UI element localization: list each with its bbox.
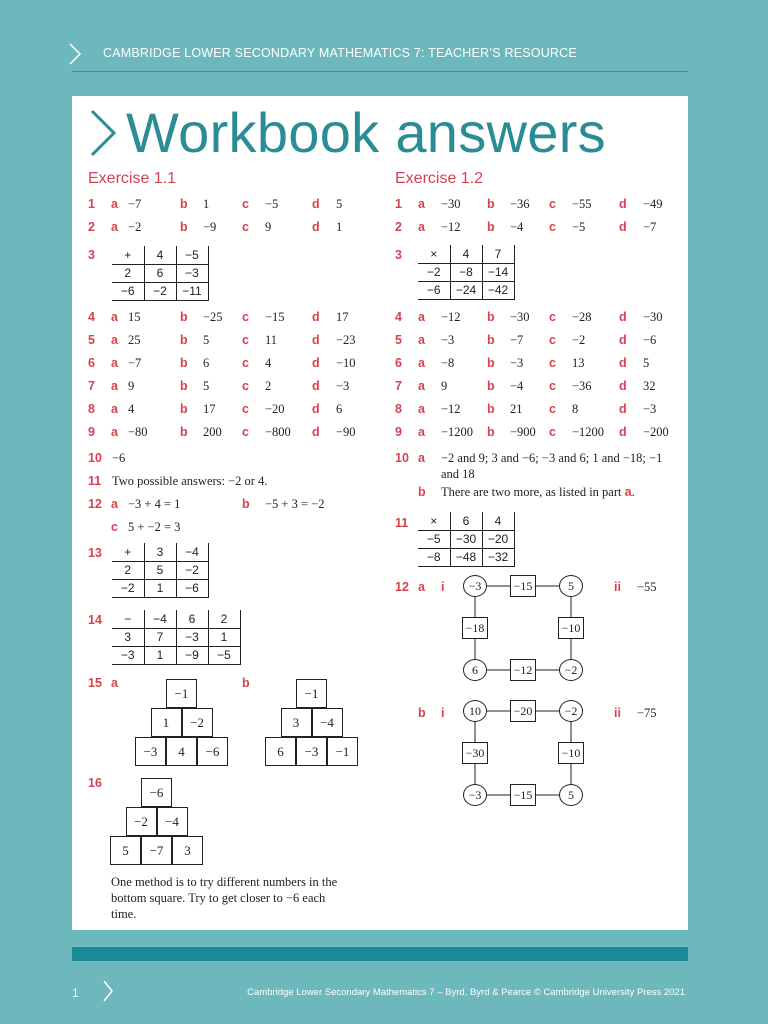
table-cell: 2 [112,264,144,282]
question-number: 9 [395,425,402,439]
answer-value: 4 [128,402,135,416]
answer-value: −12 [441,220,461,234]
part-label: b [180,356,188,370]
part-label: a [111,497,118,511]
table-cell: − [112,610,144,628]
answer-value: −3 [441,333,455,347]
header-title: CAMBRIDGE LOWER SECONDARY MATHEMATICS 7: TEACHER’S RESOURCE [103,46,577,60]
table-cell: + [112,246,144,264]
pyramid-brick: −1 [166,679,197,708]
answer-value: 6 [336,402,343,416]
question-number: 16 [88,776,102,790]
side-box: −20 [510,700,536,722]
answer-value: −8 [441,356,455,370]
pyramid-brick: −2 [126,807,157,836]
side-box: −10 [558,742,584,764]
table-cell: −6 [418,281,450,299]
question-number: 7 [395,379,402,393]
table-cell: 6 [144,264,176,282]
header-divider [72,71,688,72]
chevron-right-icon [68,43,82,65]
answer-value: −3 + 4 = 1 [128,497,181,511]
answer-value: −10 [336,356,356,370]
part-label: b [180,402,188,416]
side-box: −30 [462,742,488,764]
table-cell: −6 [176,579,208,597]
question-number: 14 [88,613,102,627]
answer-value: −12 [441,402,461,416]
part-label: d [312,197,320,211]
table-row [112,282,208,300]
answer-value: 17 [336,310,349,324]
table-cell: −8 [450,263,482,281]
answer-value: −7 [128,356,142,370]
part-label: a [418,197,425,211]
part-label: b [487,356,495,370]
question-number: 11 [88,474,102,488]
part-label: b [487,197,495,211]
table-cell: 3 [144,543,176,561]
answer-value: −4 [510,379,524,393]
part-label: c [549,310,556,324]
answer-value: −3 [510,356,524,370]
table-cell: 2 [112,561,144,579]
table-cell: −14 [482,263,514,281]
table-cell: −24 [450,281,482,299]
side-box: −10 [558,617,584,639]
table-cell: 1 [144,579,176,597]
table-cell: −3 [112,646,144,664]
answer-value: −49 [643,197,663,211]
part-label: b [180,310,188,324]
answer-value: −800 [265,425,291,439]
question-number: 6 [395,356,402,370]
answer-value: 11 [265,333,278,347]
part-label: c [549,220,556,234]
part-label: b [180,425,188,439]
answer-value: 8 [572,402,579,416]
side-box: −12 [510,659,536,681]
table-cell: −5 [208,646,240,664]
answer-value: −80 [128,425,148,439]
question-number: 4 [395,310,402,324]
part-label: c [549,402,556,416]
answer-value: −3 [336,379,350,393]
table-cell: 4 [482,512,514,530]
pyramid-brick: −7 [141,836,172,865]
table-row [112,264,208,282]
pyramid-brick: 3 [172,836,203,865]
table-cell: −2 [418,263,450,281]
corner-circle: −2 [559,659,583,681]
part-label: b [487,333,495,347]
answer-value: 200 [203,425,222,439]
answer-value: 1 [203,197,210,211]
part-label: d [619,425,627,439]
part-label: b [487,310,495,324]
table-cell: 1 [144,646,176,664]
answer-value: −7 [643,220,657,234]
pyramid-brick: −6 [197,737,228,766]
part-label: c [111,520,118,534]
pyramid-brick: −3 [135,737,166,766]
exercise-1-1-heading: Exercise 1.1 [88,170,177,187]
answer-value: 13 [572,356,585,370]
question-number: 9 [88,425,95,439]
part-label: a [111,379,118,393]
table-cell: −6 [112,282,144,300]
answer-value: −5 [265,197,279,211]
part-label: i [441,706,445,720]
part-label: d [619,402,627,416]
answer-value: −30 [441,197,461,211]
side-box: −15 [510,784,536,806]
corner-circle: 6 [463,659,487,681]
part-label: a [418,356,425,370]
answer-value: −2 [572,333,586,347]
addition-table [112,543,209,598]
table-cell: −30 [450,530,482,548]
part-label: c [242,425,249,439]
corner-circle: 5 [559,575,583,597]
part-label: a [418,451,425,465]
answer-value: −6 [112,451,126,465]
table-cell: −3 [176,628,208,646]
answer-value: −15 [265,310,285,324]
table-cell: 4 [450,245,482,263]
answer-value: −7 [128,197,142,211]
answer-value: −1200 [441,425,474,439]
part-label: d [619,220,627,234]
answer-value: −9 [203,220,217,234]
part-label: a [111,676,118,690]
table-row [112,610,240,628]
table-cell: −4 [144,610,176,628]
question-number: 3 [88,248,95,262]
part-label: b [180,379,188,393]
question-number: 10 [395,451,409,465]
table-cell: 3 [112,628,144,646]
table-cell: −5 [176,246,208,264]
part-label: d [619,333,627,347]
answer-value: 32 [643,379,656,393]
exercise-1-2-heading: Exercise 1.2 [395,170,484,187]
answer-value: 9 [265,220,272,234]
part-label: b [487,379,495,393]
part-label: b [242,676,250,690]
answer-value: 9 [128,379,135,393]
answer-value: −5 [572,220,586,234]
table-cell: 7 [482,245,514,263]
part-label: a [418,379,425,393]
table-cell: 5 [144,561,176,579]
part-label: c [549,379,556,393]
part-label: c [242,356,249,370]
part-label: d [312,402,320,416]
arithmagon-diagram [462,574,584,682]
question-number: 1 [395,197,402,211]
question-number: 11 [395,516,409,530]
table-cell: −32 [482,548,514,566]
question-number: 2 [395,220,402,234]
table-cell: −8 [418,548,450,566]
question-number: 6 [88,356,95,370]
table-row [112,628,240,646]
answer-value: 2 [265,379,272,393]
part-label: ii [614,706,621,720]
question-number: 4 [88,310,95,324]
table-cell: × [418,512,450,530]
part-label: b [418,706,426,720]
corner-circle: 5 [559,784,583,806]
part-label: a [418,580,425,594]
answer-value: −200 [643,425,669,439]
part-label: d [312,333,320,347]
question-number: 2 [88,220,95,234]
question-number: 1 [88,197,95,211]
corner-circle: −3 [463,784,487,806]
question-number: 3 [395,248,402,262]
page-title [88,98,606,168]
part-label: d [312,356,320,370]
part-label: d [619,197,627,211]
part-label: d [619,379,627,393]
pyramid-brick: −2 [182,708,213,737]
answer-value: 25 [128,333,141,347]
table-cell: −42 [482,281,514,299]
question-number: 5 [395,333,402,347]
part-label: b [180,333,188,347]
table-row [112,646,240,664]
table-row [418,530,514,548]
footer-copyright: Cambridge Lower Secondary Mathematics 7 – Byrd, Byrd & Pearce © Cambridge University Press 2021 [247,987,685,998]
answer-value: −75 [637,706,657,720]
question-number: 13 [88,546,102,560]
answer-value: −55 [637,580,657,594]
question-number: 10 [88,451,102,465]
answer-value: −30 [643,310,663,324]
table-cell: × [418,245,450,263]
table-cell: 6 [176,610,208,628]
answer-value: −23 [336,333,356,347]
answer-value: −2 and 9; 3 and −6; −3 and 6; 1 and −18; −1 and 18 [441,451,663,481]
pyramid-brick: 3 [281,708,312,737]
answer-value: −25 [203,310,223,324]
answer-value: 5 [643,356,650,370]
pyramid-brick: −3 [296,737,327,766]
table-row [418,263,514,281]
pyramid-brick: −1 [296,679,327,708]
part-label: b [180,220,188,234]
answer-value: 5 [203,333,210,347]
answer-page [72,96,688,930]
part-label: d [312,220,320,234]
question-number: 7 [88,379,95,393]
answer-value: 5 [203,379,210,393]
answer-value: 9 [441,379,448,393]
answer-explanation: One method is to try different numbers in the bottom square. Try to get closer to −6 each time. [111,875,338,921]
part-label: a [111,197,118,211]
multiplication-table [418,245,515,300]
table-row [112,246,208,264]
part-label: c [549,197,556,211]
pyramid-brick: −6 [141,778,172,807]
question-number: 5 [88,333,95,347]
part-label: i [441,580,445,594]
pyramid-brick: −4 [312,708,343,737]
table-cell: −3 [176,264,208,282]
part-label: a [111,310,118,324]
part-label: a [111,425,118,439]
part-label: a [418,425,425,439]
part-label: d [619,310,627,324]
table-cell: −5 [418,530,450,548]
table-row [418,548,514,566]
pyramid-brick: 5 [110,836,141,865]
table-cell: 2 [208,610,240,628]
part-label: a [111,402,118,416]
part-label: a [111,356,118,370]
answer-value: 1 [336,220,343,234]
chevron-right-icon [102,980,114,1002]
question-number: 12 [395,580,409,594]
table-cell: −9 [176,646,208,664]
table-cell: −11 [176,282,208,300]
side-box: −18 [462,617,488,639]
table-cell: + [112,543,144,561]
arithmagon-diagram [462,699,584,807]
side-box: −15 [510,575,536,597]
part-label: b [487,425,495,439]
part-label: a [418,402,425,416]
part-label: d [312,310,320,324]
table-row [418,512,514,530]
page-number: 1 [72,986,79,1000]
table-row [112,579,208,597]
part-label: c [549,425,556,439]
part-label: a [111,333,118,347]
part-label: c [242,379,249,393]
part-label: a [418,220,425,234]
table-row [112,543,208,561]
answer-value: −36 [572,379,592,393]
answer-value: −12 [441,310,461,324]
part-label: b [242,497,250,511]
part-label: c [242,197,249,211]
answer-value: −1200 [572,425,605,439]
part-label: c [242,333,249,347]
answer-value: −900 [510,425,536,439]
part-label: b [487,220,495,234]
table-cell: 7 [144,628,176,646]
answer-value: 4 [265,356,272,370]
table-cell: −2 [112,579,144,597]
answer-value: −5 + 3 = −2 [265,497,325,511]
answer-value: −90 [336,425,356,439]
answer-value: −4 [510,220,524,234]
part-label: d [312,379,320,393]
part-label: a [418,310,425,324]
multiplication-table [418,512,515,567]
answer-value: There are two more, as listed in part a. [441,485,635,499]
table-cell: −48 [450,548,482,566]
table-cell: −4 [176,543,208,561]
pyramid-brick: 6 [265,737,296,766]
table-cell: −20 [482,530,514,548]
answer-value: 5 [336,197,343,211]
subtraction-table [112,610,241,665]
part-label: d [619,356,627,370]
answer-value: −7 [510,333,524,347]
addition-table [112,246,209,301]
corner-circle: 10 [463,700,487,722]
part-label: c [242,402,249,416]
answer-value: −28 [572,310,592,324]
answer-value: 21 [510,402,523,416]
part-label: c [549,356,556,370]
answer-value: −36 [510,197,530,211]
table-cell: 1 [208,628,240,646]
part-label: b [418,485,426,499]
part-label: b [180,197,188,211]
question-number: 15 [88,676,102,690]
table-row [418,245,514,263]
corner-circle: −3 [463,575,487,597]
corner-circle: −2 [559,700,583,722]
page-title-text: Workbook answers [126,101,606,164]
footer-bar [72,947,688,961]
question-number: 8 [395,402,402,416]
table-row [418,281,514,299]
answer-value: 17 [203,402,216,416]
part-label: d [312,425,320,439]
answer-value: −2 [128,220,142,234]
answer-value: −55 [572,197,592,211]
part-label: c [549,333,556,347]
chevron-right-icon [88,108,118,158]
part-label: ii [614,580,621,594]
table-cell: 6 [450,512,482,530]
part-label: a [418,333,425,347]
answer-value: 5 + −2 = 3 [128,520,181,534]
pyramid-brick: −4 [157,807,188,836]
pyramid-brick: −1 [327,737,358,766]
pyramid-brick: 1 [151,708,182,737]
answer-value: −20 [265,402,285,416]
pyramid-brick: 4 [166,737,197,766]
table-cell: −2 [144,282,176,300]
answer-value: 6 [203,356,210,370]
answer-value: Two possible answers: −2 or 4. [112,474,268,488]
question-number: 12 [88,497,102,511]
table-cell: −2 [176,561,208,579]
table-row [112,561,208,579]
part-label: c [242,310,249,324]
answer-value: −6 [643,333,657,347]
answer-value: 15 [128,310,141,324]
part-label: a [111,220,118,234]
answer-value: −3 [643,402,657,416]
answer-value: −30 [510,310,530,324]
question-number: 8 [88,402,95,416]
part-label: b [487,402,495,416]
table-cell: 4 [144,246,176,264]
part-label: c [242,220,249,234]
